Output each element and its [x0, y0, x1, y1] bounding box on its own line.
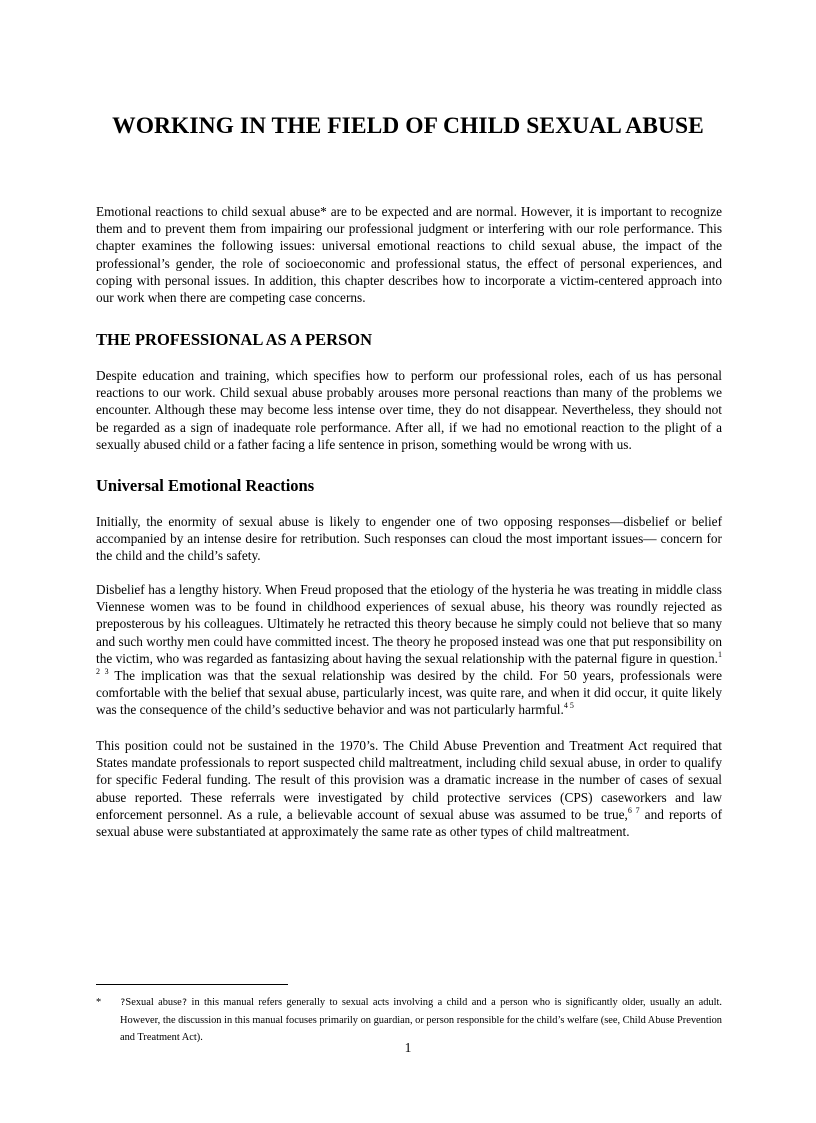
footnote-term: Sexual abuse: [125, 997, 182, 1008]
paragraph-text: and reports of sexual abuse were substantiated at approximately the same rate as other types of child maltreatment.: [96, 806, 723, 840]
citation-ref: 4 5: [563, 701, 574, 711]
page-title: WORKING IN THE FIELD OF CHILD SEXUAL ABUSE: [112, 113, 704, 139]
universal-reactions-paragraph-1: Initially, the enormity of sexual abuse is likely to engender one of two opposing responses—disbelief or belief accompanied by an intense desire for retribution. Such responses can cloud the most important issues— concern for the child and the child’s safety.: [96, 514, 722, 564]
footnote-marker: *: [96, 997, 102, 1008]
citation-ref: 1 2 3: [96, 649, 722, 677]
footnote: [96, 994, 722, 1046]
footnote-divider: [96, 984, 288, 985]
missing-glyph-icon: ?: [181, 998, 188, 1008]
intro-paragraph: Emotional reactions to child sexual abuse* are to be expected and are normal. However, it is important to recognize them and to prevent them from impairing our professional judgment or interfering with our role performance. This chapter examines the following issues: universal emotional reactions to child sexual abuse, the impact of the professional’s gender, the role of socioeconomic and professional status, the effect of personal experiences, and coping with personal issues. In addition, this chapter describes how to incorporate a victim-centered approach into our work when there are competing case concerns.: [96, 204, 722, 306]
page-number: 1: [404, 1040, 412, 1055]
citation-ref: 6 7: [627, 805, 640, 815]
section-heading-universal-reactions: Universal Emotional Reactions: [96, 476, 315, 495]
section-heading-professional-as-person: THE PROFESSIONAL AS A PERSON: [96, 330, 372, 349]
position-1970s-paragraph: [96, 737, 722, 840]
missing-glyph-icon: ?: [120, 998, 126, 1008]
paragraph-text: This position could not be sustained in the 1970’s. The Child Abuse Prevention and Treatment Act required that States mandate professionals to report suspected child maltreatment, including child sexual abuse, in order to qualify for specific Federal funding. The result of this provision was a dramatic increase in the number of cases of sexual abuse reported. These referrals were investigated by child protective services (CPS) caseworkers and law enforcement personnel. As a rule, a believable account of sexual abuse was assumed to be true,: [96, 738, 722, 822]
footnote-text: in this manual refers generally to sexual acts involving a child and a person who is significantly older, usually an adult. However, the discussion in this manual focuses primarily on guardian, or person responsible for the child’s welfare (see, Child Abuse Prevention and Treatment Act).: [120, 997, 722, 1043]
paragraph-text: The implication was that the sexual relationship was desired by the child. For 50 years, professionals were comfortable with the belief that sexual abuse, particularly incest, was quite rare, and when it did occur, it quite likely was the consequence of the child’s seductive behavior and was not particularly harmful.: [96, 668, 722, 718]
footnote-body: [96, 994, 722, 1046]
professional-as-person-paragraph: Despite education and training, which specifies how to perform our professional roles, each of us has personal reactions to our work. Child sexual abuse probably arouses more personal reactions than many of the problems we encounter. Although these may become less intense over time, they do not disappear. Nevertheless, they should not be regarded as a sign of inadequate role performance. After all, if we had no emotional reaction to the plight of a sexually abused child or a father facing a life sentence in prison, something would be wrong with us.: [96, 368, 722, 452]
disbelief-history-paragraph: [96, 581, 722, 719]
paragraph-text: Disbelief has a lengthy history. When Freud proposed that the etiology of the hysteria he was treating in middle class Viennese women was to be found in childhood experiences of sexual abuse, his theory was roundly rejected as preposterous by his colleagues. Ultimately he retracted this theory because he simply could not believe that so many and such worthy men could have committed incest. The theory he proposed instead was one that put responsibility on the victim, who was regarded as fantasizing about having the sexual relationship with the paternal figure in question.: [96, 582, 722, 666]
